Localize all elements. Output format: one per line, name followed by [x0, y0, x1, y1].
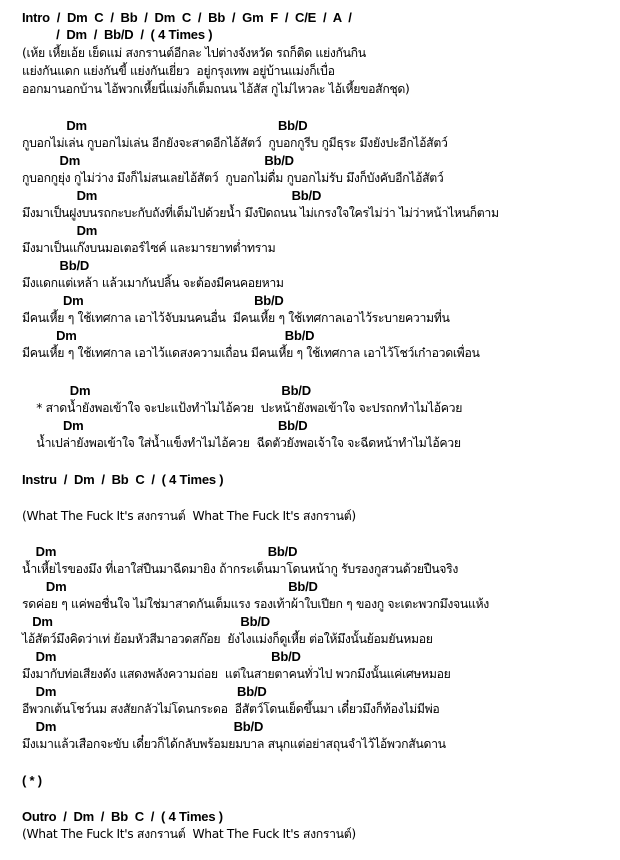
lyric-line: มีคนเหี้ย ๆ ใช้เทศกาล เอาไว้แดสงความเถื่อน มีคนเหี้ย ๆ ใช้เทศกาล เอาไว้โชว์เก๋าอวดเพื่อน: [22, 346, 480, 360]
chord-line: Dm Bb/D: [22, 153, 294, 168]
chord-line: Bb/D: [22, 258, 90, 273]
chord-line: Dm Bb/D: [22, 719, 264, 734]
outro-section-header: Outro / Dm / Bb C / ( 4 Times ): [22, 809, 223, 824]
lyric-line: อีพวกเต้นโชว์นม สงสัยกลัวไม่โดนกระดอ อีสัตว์โดนเย็ดขึ้นมา เดี๋ยวมึงก็ท้องไม่มีพ่อ: [22, 702, 440, 716]
lyric-line: มึงแดกแต่เหล้า แล้วเมากันปลิ้น จะต้องมีคนคอยหาม: [22, 276, 284, 290]
chord-line: Dm Bb/D: [22, 418, 308, 433]
chord-line: Dm Bb/D: [22, 118, 308, 133]
wtf-refrain: (What The Fuck It's สงกรานต์ What The Fuck It's สงกรานต์): [22, 509, 356, 523]
chorus-lyric-line: น้ำเปล่ายังพอเข้าใจ ใส่น้ำแข็งทำไมไอ้ควย ฉีดตัวยังพอเจ้าใจ จะฉีดหน้าทำไมไอ้ควย: [22, 436, 461, 450]
wtf-refrain: (What The Fuck It's สงกรานต์ What The Fuck It's สงกรานต์): [22, 827, 356, 841]
repeat-chorus-marker: ( * ): [22, 773, 42, 788]
intro-spoken-line: (เห้ย เหี้ยเอ้ย เย็ดแม่ สงกรานต์อีกละ ไปต่างจังหวัด รถก็ติด แย่งกันกิน: [22, 46, 366, 60]
chord-line: Dm Bb/D: [22, 649, 301, 664]
chord-line: Dm Bb/D: [22, 293, 284, 308]
lyric-line: ไอ้สัตว์มึงคิดว่าเท่ ย้อมหัวสีมาอวดสก๊อย ยังไงแม่งก็ดูเหี้ย ต่อให้มึงนั้นย้อมยันหมอย: [22, 632, 433, 646]
lyric-line: รดค่อย ๆ แค่พอชื่นใจ ไม่ใช่มาสาดกันเต็มแรง รองเท้าผ้าใบเปียก ๆ ของกู จะเตะพวกมึงจนแห้ง: [22, 597, 489, 611]
lyric-line: มึงมาเป็นฝูงบนรถกะบะกับถังที่เต็มไปด้วยน้ำ มึงปิดถนน ไม่เกรงใจใครไม่ว่า ไม่ว่าหน้าไหนก็ตาม: [22, 206, 499, 220]
chorus-lyric-line: * สาดน้ำยังพอเข้าใจ จะปะแป้งทำไมไอ้ควย ปะหน้ายังพอเข้าใจ จะปรถกทำไมไอ้ควย: [22, 401, 463, 415]
chord-line: Dm: [22, 223, 98, 238]
intro-section-header: Intro / Dm C / Bb / Dm C / Bb / Gm F / C/E / A /: [22, 10, 352, 25]
chord-line: Dm Bb/D: [22, 614, 270, 629]
lyric-line: กูบอกกูยุ่ง กูไม่ว่าง มึงก็ไม่สนเลยไอ้สัตว์ กูบอกไม่ดื่ม กูบอกไม่รับ มึงก็บังคับอีกไอ้สัตว์: [22, 171, 444, 185]
intro-section-header-continued: / Dm / Bb/D / ( 4 Times ): [22, 27, 213, 42]
chord-line: Dm Bb/D: [22, 579, 318, 594]
lyric-line: มึงมากับท่อเสียงดัง แสดงพลังความถ่อย แต่ในสายตาคนทั่วไป พวกมึงนั้นแค่เศษหมอย: [22, 667, 451, 681]
lyric-line: มีคนเหี้ย ๆ ใช้เทศกาล เอาไว้จับมนคนอื่น มีคนเหี้ย ๆ ใช้เทศกาลเอาไว้ระบายความที่น: [22, 311, 450, 325]
lyric-line: มึงเมาแล้วเสือกจะขับ เดี๋ยวก็ได้กลับพร้อมยมบาล สนุกแต่อย่าสถุนจำไว้ไอ้พวกสันดาน: [22, 737, 446, 751]
lyric-line: กูบอกไม่เล่น กูบอกไม่เล่น อีกยังจะสาดอีกไอ้สัตว์ กูบอกกูรีบ กูมีธุระ มึงยังปะอีกไอ้สัตว์: [22, 136, 448, 150]
instru-section-header: Instru / Dm / Bb C / ( 4 Times ): [22, 472, 224, 487]
chord-line: Dm Bb/D: [22, 328, 315, 343]
chord-line: Dm Bb/D: [22, 383, 311, 398]
chord-line: Dm Bb/D: [22, 544, 298, 559]
chord-line: Dm Bb/D: [22, 188, 322, 203]
lyric-line: น้ำเหี้ยไรของมึง ที่เอาใส่ปืนมาฉีดมายิง ถ้ากระเด็นมาโดนหน้ากู รับรองกูสวนด้วยปืนจริง: [22, 562, 459, 576]
intro-spoken-line: แย่งกันแดก แย่งกันขี้ แย่งกันเยี่ยว อยู่กรุงเทพ อยู่บ้านแม่งก็เบื่อ: [22, 64, 335, 78]
lyric-line: มึงมาเป็นแก๊งบนมอเตอร์ไซค์ และมารยาทต่ำทราม: [22, 241, 276, 255]
chord-line: Dm Bb/D: [22, 684, 267, 699]
intro-spoken-line: ออกมานอกบ้าน ไอ้พวกเหี้ยนี่แม่งก็เต็มถนน ไอ้สัส กูไม่ไหวละ ไอ้เหี้ยขอสักชุด): [22, 82, 410, 96]
